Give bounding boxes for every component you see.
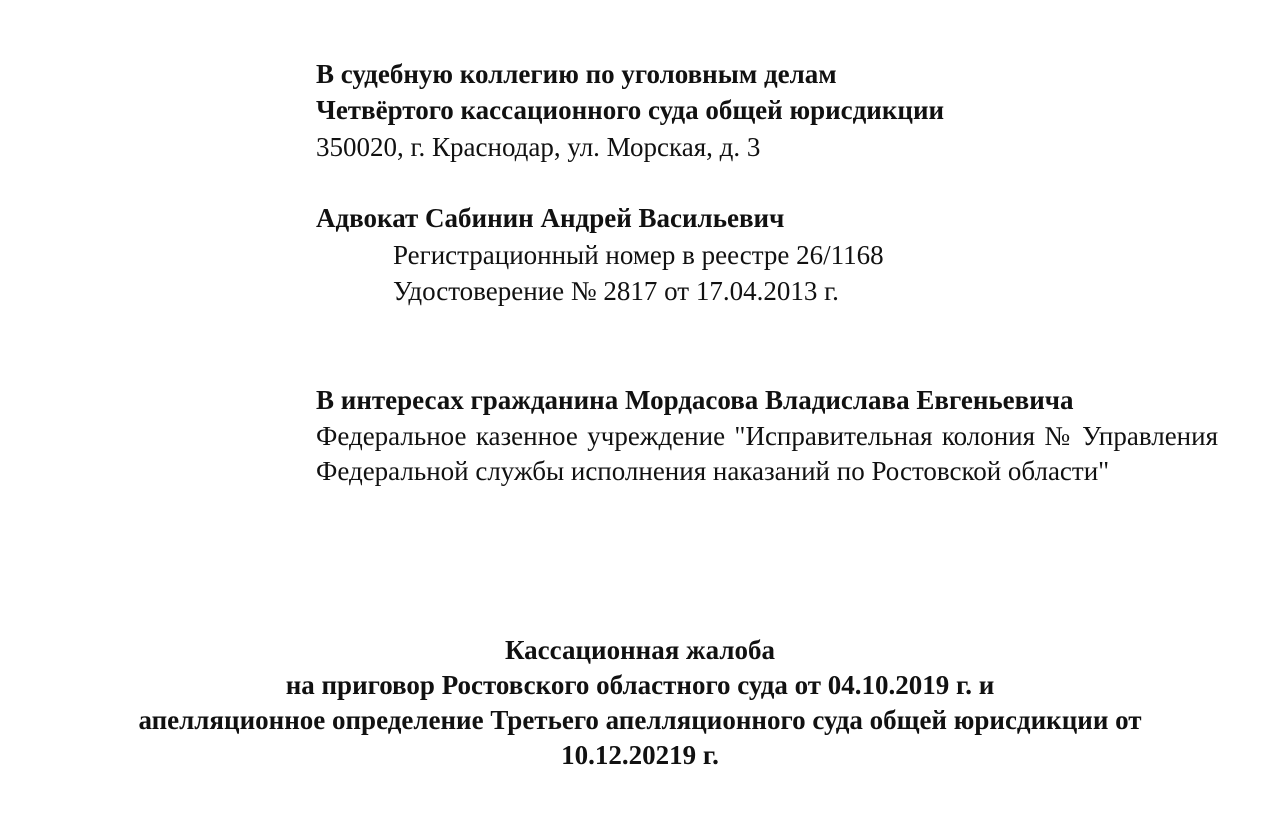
recipient-line-2: Четвёртого кассационного суда общей юрисдикции (316, 95, 945, 125)
client-name: В интересах гражданина Мордасова Владислава Евгеньевича (316, 385, 1074, 415)
title-line-3: апелляционное определение Третьего апелляционного суда общей юрисдикции от (138, 705, 1142, 735)
document-title (0, 633, 1280, 773)
title-line-1: Кассационная жалоба (504, 635, 776, 665)
title-line-2: на приговор Ростовского областного суда от 04.10.2019 г. и (285, 670, 995, 700)
client-institution: Федеральное казенное учреждение "Исправительная колония № Управления Федеральной службы исполнения наказаний по Ростовской области" (316, 421, 1218, 486)
lawyer-name: Адвокат Сабинин Андрей Васильевич (316, 203, 785, 233)
lawyer-certificate: Удостоверение № 2817 от 17.04.2013 г. (393, 276, 839, 306)
recipient-address: 350020, г. Краснодар, ул. Морская, д. 3 (316, 132, 761, 162)
recipient-line-1: В судебную коллегию по уголовным делам (316, 59, 837, 89)
lawyer-registry: Регистрационный номер в реестре 26/1168 (393, 240, 884, 270)
title-line-4: 10.12.20219 г. (561, 740, 719, 770)
